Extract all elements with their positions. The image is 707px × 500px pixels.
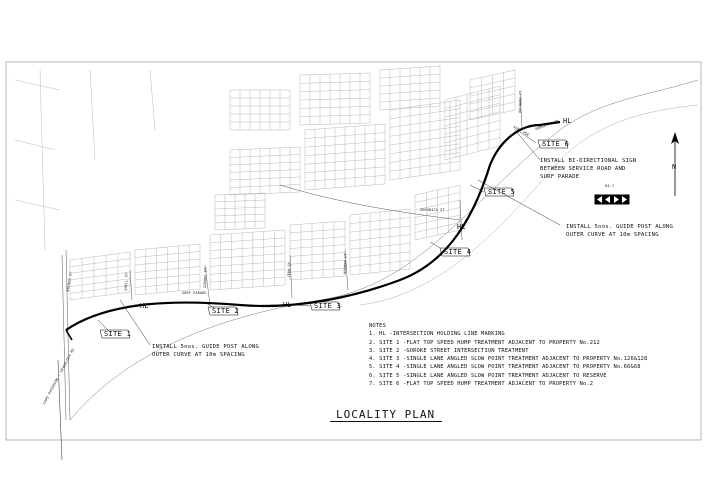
surf-parade-road bbox=[66, 118, 560, 330]
road-label-ramsey: RAMSEY BLVD bbox=[534, 118, 560, 132]
note-item: 7. SITE 6 -FLAT TOP SPEED HUMP TREATMENT ADJACENT TO PROPERTY No.2 bbox=[369, 381, 594, 388]
note-item: 5. SITE 4 -SINGLE LANE ANGLED SLOW POINT TREATMENT ADJACENT TO PROPERTY No.66&68 bbox=[369, 364, 641, 371]
road-label-surf-pde: SURF PDE bbox=[512, 124, 531, 138]
site-3-label[interactable]: SITE 3 bbox=[314, 302, 342, 310]
callout-guide-post-upper: INSTALL 5nos. GUIDE POST ALONG OUTER CURVE AT 10m SPACING bbox=[566, 224, 674, 238]
notes-block bbox=[369, 322, 647, 388]
hl-marker-3: HL bbox=[457, 223, 466, 231]
site-2-label[interactable]: SITE 2 bbox=[212, 307, 240, 315]
site-4-label[interactable]: SITE 4 bbox=[444, 248, 472, 256]
road-label-anchor: ANCHOR ST bbox=[65, 271, 74, 292]
hl-marker-1: HL bbox=[140, 302, 149, 310]
bi-directional-sign-icon bbox=[594, 194, 630, 205]
title-underline bbox=[330, 421, 442, 422]
note-item: 3. SITE 2 -GOROKE STREET INTERSECTION TREATMENT bbox=[369, 347, 529, 354]
site-6-label[interactable]: SITE 6 bbox=[542, 140, 570, 148]
callout-bi-directional-sign: INSTALL BI-DIRECTIONAL SIGN BETWEEN SERVICE ROAD AND SURF PARADE bbox=[540, 158, 637, 180]
site-5-label[interactable]: SITE 5 bbox=[488, 188, 516, 196]
north-label: N bbox=[672, 163, 677, 171]
hl-marker-4: HL bbox=[563, 117, 572, 125]
property-lots bbox=[15, 66, 515, 300]
road-label-surf-parade: SURF PARADE bbox=[182, 291, 207, 295]
callout-guide-post-lower: INSTALL 5nos. GUIDE POST ALONG OUTER CURVE AT 10m SPACING bbox=[152, 344, 260, 358]
road-label-goroke: GOROKE ST bbox=[203, 267, 208, 288]
road-label-veronica: VERONICA ST bbox=[420, 208, 445, 212]
note-item: 2. SITE 1 -FLAT TOP SPEED HUMP TREATMENT ADJACENT TO PROPERTY No.212 bbox=[369, 339, 600, 346]
page-title: LOCALITY PLAN bbox=[336, 408, 436, 421]
road-label-cape-paterson: CAPE PATERSON - INVERLOCH RD bbox=[42, 347, 76, 406]
road-label-norman: NORMAN CT bbox=[343, 253, 348, 274]
site-1-label[interactable]: SITE 1 bbox=[104, 330, 132, 338]
road-label-jean: JEAN ST bbox=[286, 261, 292, 278]
note-item: 1. HL -INTERSECTION HOLDING LINE MARKING bbox=[369, 331, 505, 338]
note-item: 4. SITE 3 -SINGLE LANE ANGLED SLOW POINT TREATMENT ADJACENT TO PROPERTY No.126&128 bbox=[369, 356, 648, 363]
road-label-orchard: ORCHARD CT bbox=[518, 90, 523, 113]
cape-paterson-road bbox=[62, 255, 66, 420]
hl-marker-2: HL bbox=[283, 301, 292, 309]
note-item: 6. SITE 5 -SINGLE LANE ANGLED SLOW POINT TREATMENT ADJACENT TO RESERVE bbox=[369, 372, 607, 379]
sign-code: D4-7 bbox=[605, 184, 615, 188]
notes-heading: NOTES bbox=[369, 323, 386, 329]
road-label-shell: SHELL ST bbox=[123, 272, 129, 291]
